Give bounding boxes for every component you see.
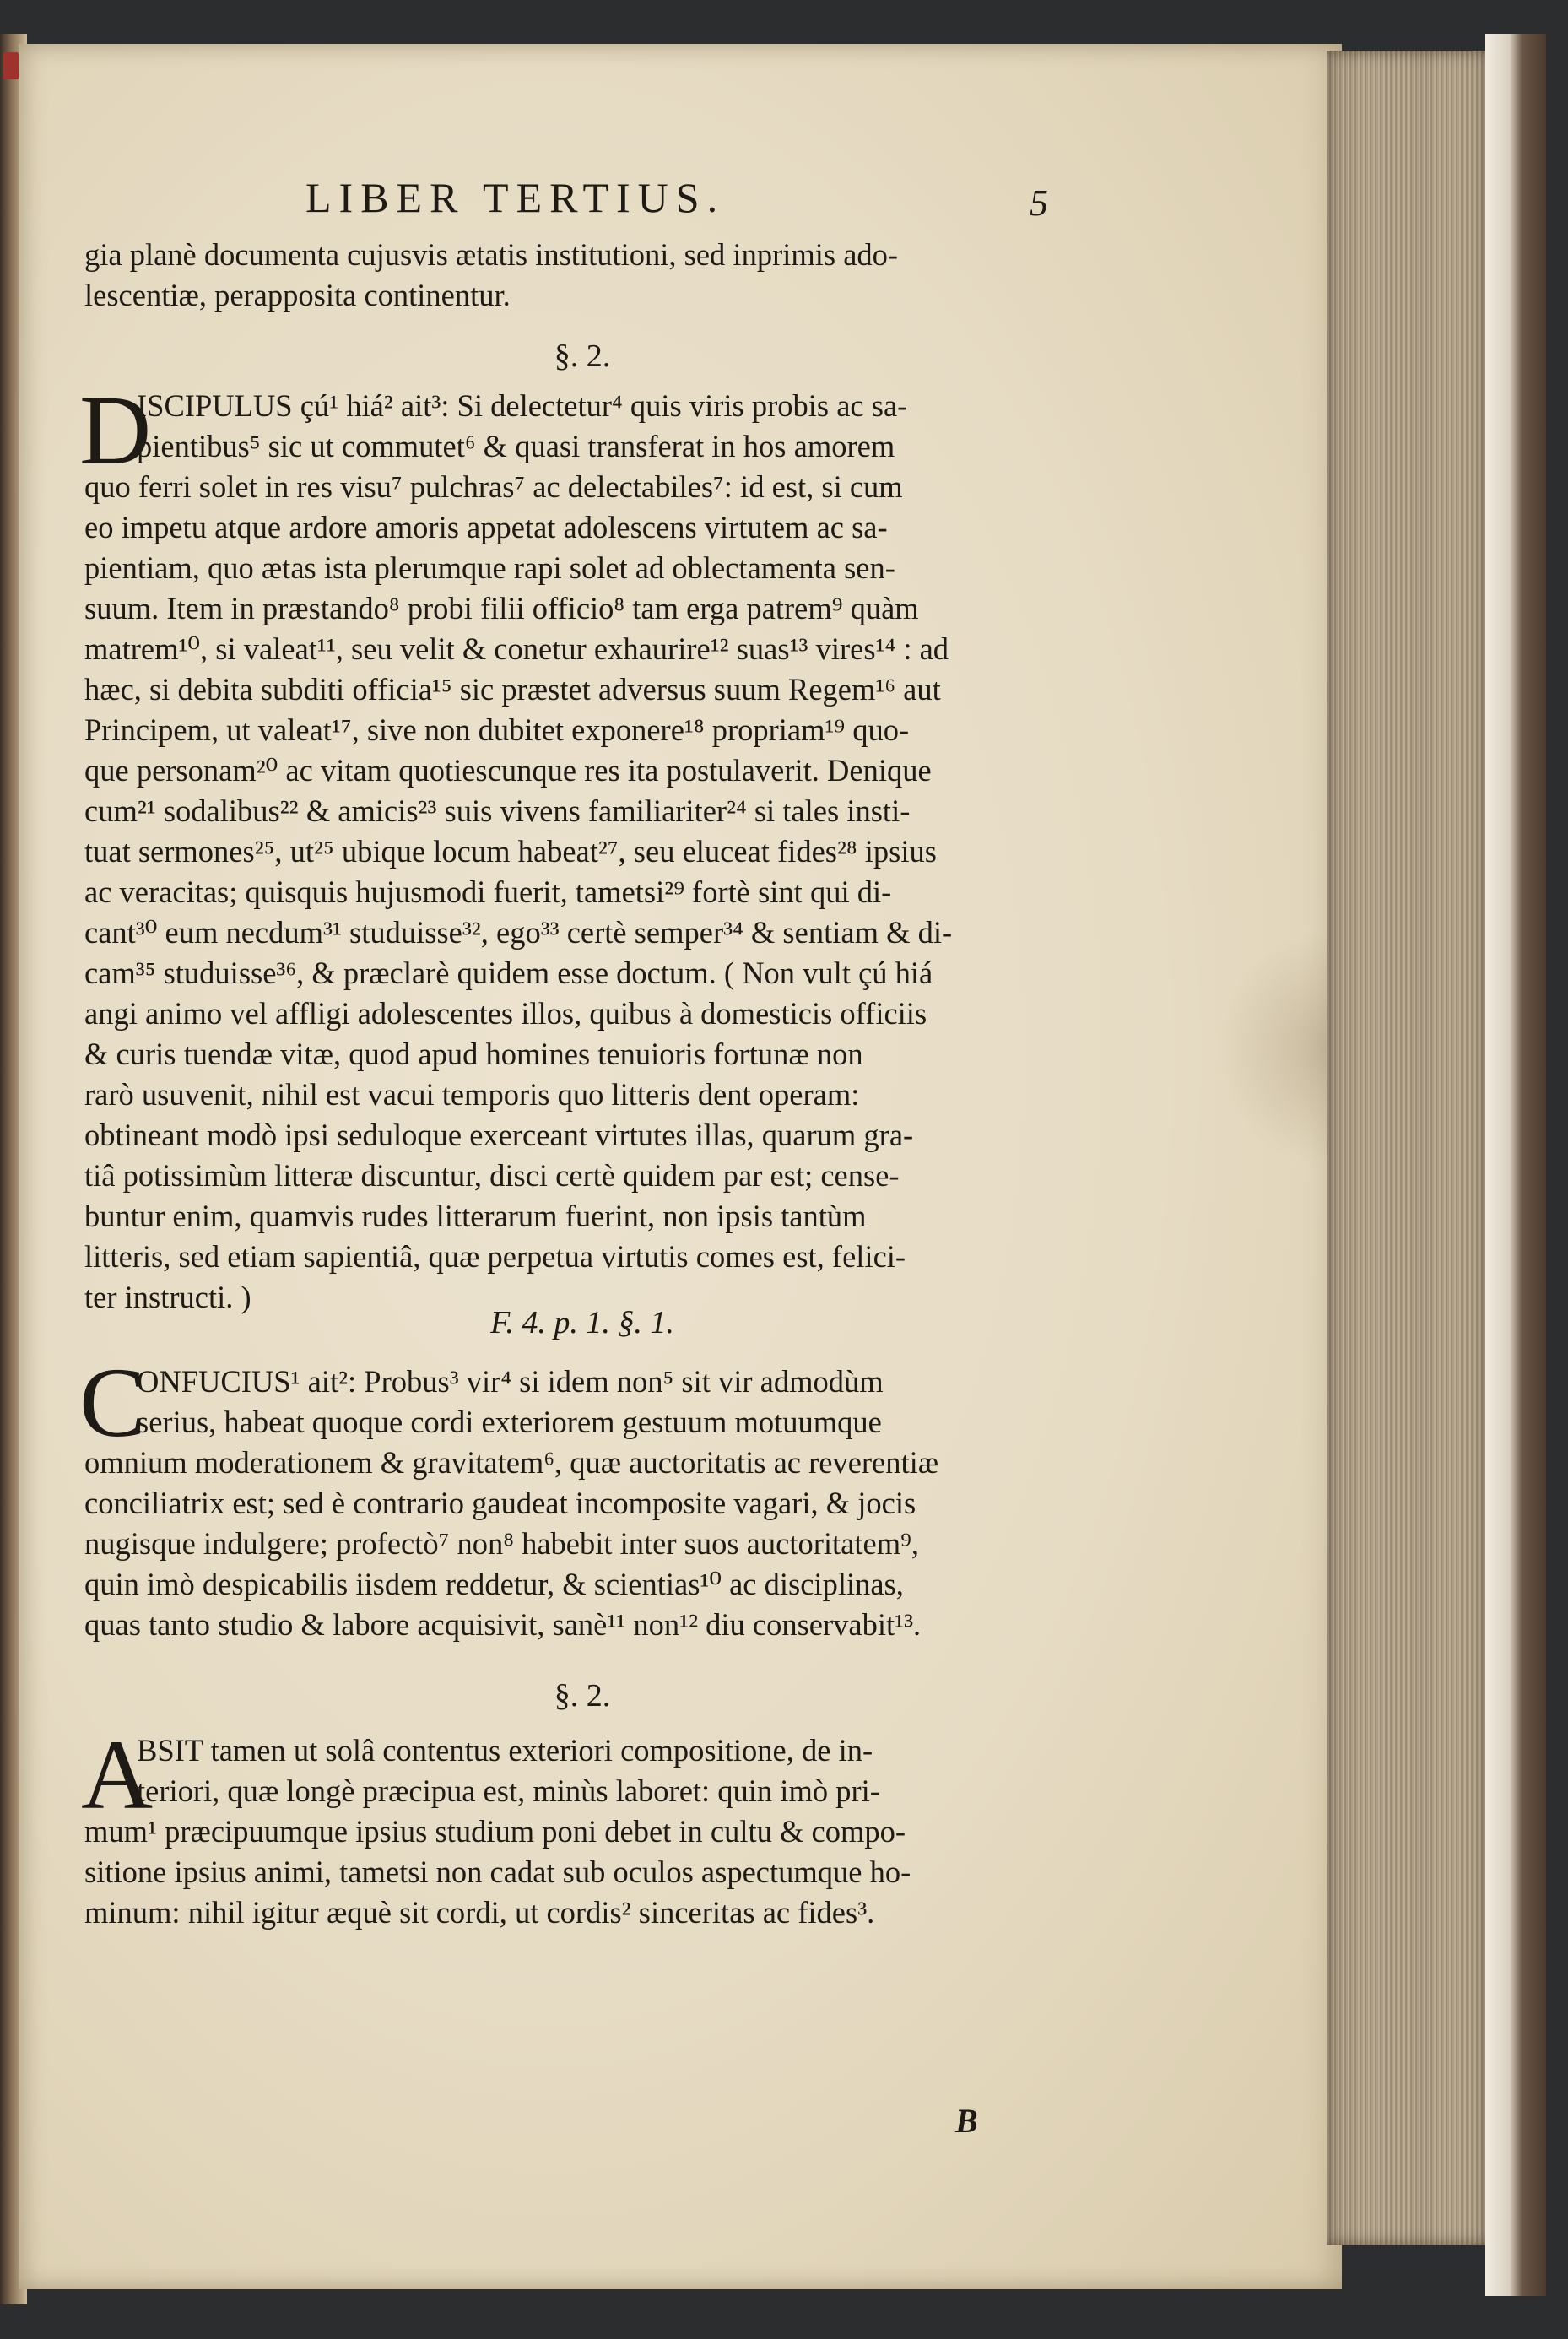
text-line: litteris, sed etiam sapientiâ, quæ perpetua virtutis comes est, felici- [84,1239,906,1274]
bookmark-tab [3,52,19,79]
text-line: ac veracitas; quisquis hujusmodi fuerit, tametsi²⁹ fortè sint qui di- [84,874,892,909]
text-line: cant³⁰ eum necdum³¹ studuisse³², ego³³ certè semper³⁴ & sentiam & di- [84,915,953,950]
back-board [1485,34,1546,2296]
text-line: pientiam, quo ætas ista plerumque rapi solet ad oblectamenta sen- [84,550,895,585]
text-line: que personam²⁰ ac vitam quotiescunque res ita postulaverit. Denique [84,753,932,788]
text-line: quin imò despicabilis iisdem reddetur, & scientias¹⁰ ac disciplinas, [84,1567,904,1601]
page-block-edge [1327,51,1487,2245]
text-line: suum. Item in præstando⁸ probi filii officio⁸ tam erga patrem⁹ quàm [84,591,919,625]
text-line: Principem, ut valeat¹⁷, sive non dubitet exponere¹⁸ propriam¹⁹ quo- [84,712,910,747]
text-line: matrem¹⁰, si valeat¹¹, seu velit & conetur exhaurire¹² suas¹³ vires¹⁴ : ad [84,631,949,666]
text-line: conciliatrix est; sed è contrario gaudeat incomposite vagari, & jocis [84,1486,916,1520]
text-line: omnium moderationem & gravitatem⁶, quæ auctoritatis ac reverentiæ [84,1445,939,1480]
text-line: gia planè documenta cujusvis ætatis institutioni, sed inprimis ado- [84,237,899,272]
text-line: ter instructi. ) [84,1280,251,1314]
text-line: & curis tuendæ vitæ, quod apud homines tenuioris fortunæ non [84,1037,863,1071]
text-line: hæc, si debita subditi officia¹⁵ sic præstet adversus suum Regem¹⁶ aut [84,672,941,707]
text-line: angi animo vel affligi adolescentes illos, quibus à domesticis officiis [84,996,927,1031]
text-line: cam³⁵ studuisse³⁶, & præclarè quidem esse doctum. ( Non vult çú hiá [84,956,933,990]
text-line: obtineant modò ipsi seduloque exerceant virtutes illas, quarum gra- [84,1118,914,1152]
section-marker: §. 2. [554,338,611,374]
section-reference: F. 4. p. 1. §. 1. [490,1305,674,1340]
text-line: quo ferri solet in res visu⁷ pulchras⁷ ac delectabiles⁷: id est, si cum [84,469,903,504]
text-line: BSIT tamen ut solâ contentus exteriori compositione, de in- [137,1733,873,1768]
text-line: tuat sermones²⁵, ut²⁵ ubique locum habeat²⁷, seu eluceat fides²⁸ ipsius [84,834,937,869]
text-line: nugisque indulgere; profectò⁷ non⁸ habebit inter suos auctoritatem⁹, [84,1526,919,1561]
text-line: sitione ipsius animi, tametsi non cadat sub oculos aspectumque ho- [84,1854,911,1889]
section-marker: §. 2. [554,1678,611,1714]
intro-paragraph [84,235,1080,316]
text-line: tiâ potissimùm litteræ discuntur, disci certè quidem par est; cense- [84,1158,900,1193]
running-head: LIBER TERTIUS. [305,174,726,221]
drop-cap: A [81,1719,154,1830]
text-line: mum¹ præcipuumque ipsius studium poni debet in cultu & compo- [84,1814,906,1849]
text-line: cum²¹ sodalibus²² & amicis²³ suis vivens familiariter²⁴ si tales insti- [84,793,911,828]
drop-cap: C [79,1347,146,1458]
drop-cap: D [79,375,152,485]
catchword: B [955,2102,978,2140]
text-line: ISCIPULUS çú¹ hiá² ait³: Si delectetur⁴ quis viris probis ac sa- [137,388,908,423]
text-line: rarò usuvenit, nihil est vacui temporis quo litteris dent operam: [84,1077,860,1112]
text-line: serius, habeat quoque cordi exteriorem gestuum motuumque [137,1405,882,1439]
text-line: ONFUCIUS¹ ait²: Probus³ vir⁴ si idem non⁵ sit vir admodùm [137,1364,884,1399]
text-line: teriori, quæ longè præcipua est, minùs laboret: quin imò pri- [137,1773,880,1808]
paragraph-confucius [79,1347,1080,1645]
text-line: eo impetu atque ardore amoris appetat adolescens virtutem ac sa- [84,510,888,544]
page-header [84,173,1080,232]
text-line: lescentiæ, perapposita continentur. [84,278,511,312]
paragraph-discipulus [79,375,1080,1318]
paragraph-absit [81,1719,1080,1933]
text-line: quas tanto studio & labore acquisivit, sanè¹¹ non¹² diu conservabit¹³. [84,1607,922,1642]
page-number: 5 [1030,182,1048,224]
text-line: minum: nihil igitur æquè sit cordi, ut cordis² sinceritas ac fides³. [84,1895,875,1930]
text-line: pientibus⁵ sic ut commutet⁶ & quasi transferat in hos amorem [137,429,895,463]
text-line: buntur enim, quamvis rudes litterarum fuerint, non ipsis tantùm [84,1199,867,1233]
